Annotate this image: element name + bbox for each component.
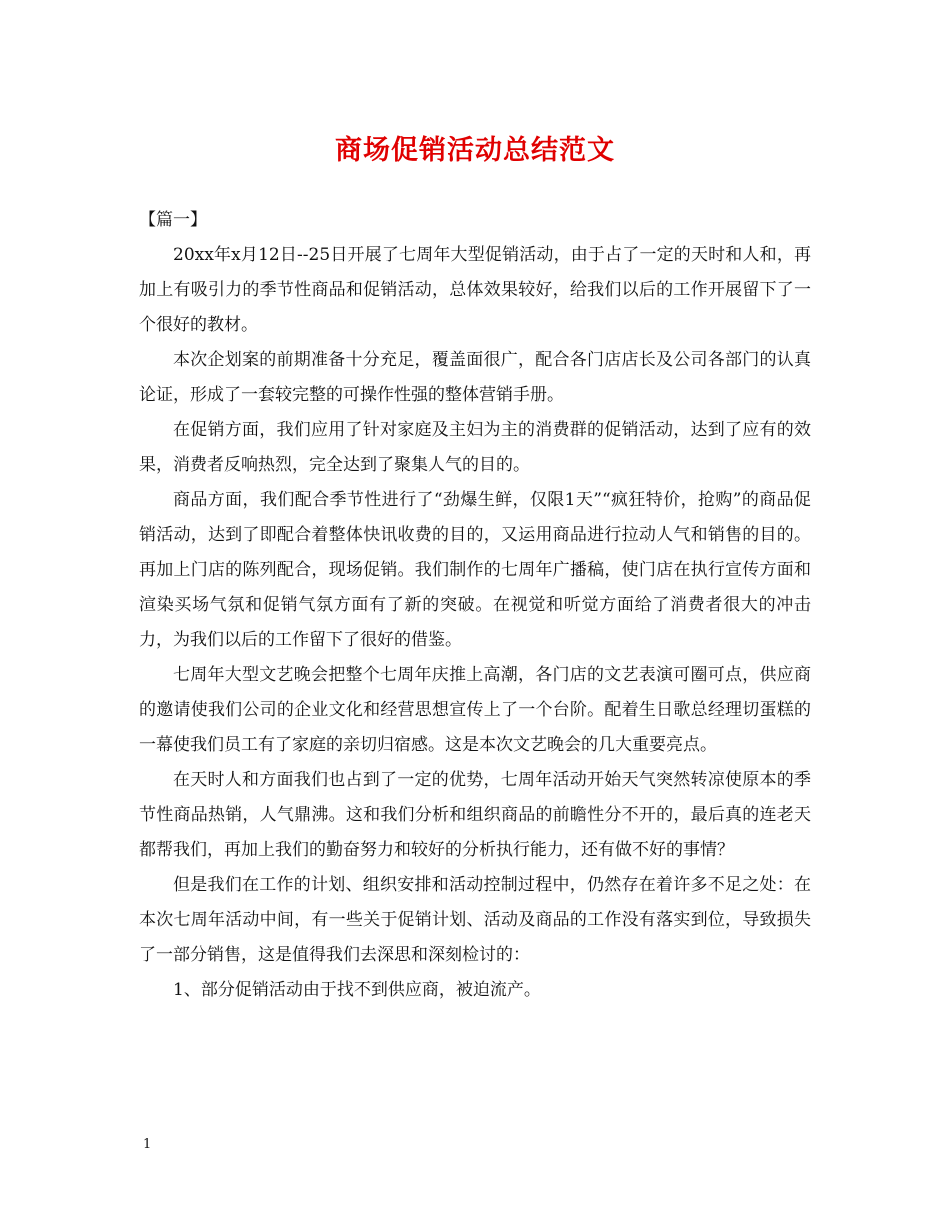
page-number: 1 <box>143 1137 152 1152</box>
paragraph: 在促销方面，我们应用了针对家庭及主妇为主的消费群的促销活动，达到了应有的效果，消费者反响热烈，完全达到了聚集人气的目的。 <box>139 420 811 475</box>
section-label: 【篇一】 <box>139 210 207 230</box>
list-item: 1、部分促销活动由于找不到供应商，被迫流产。 <box>173 980 541 1000</box>
document-title: 商场促销活动总结范文 <box>335 135 615 166</box>
document-body <box>139 238 811 1008</box>
paragraph: 但是我们在工作的计划、组织安排和活动控制过程中，仍然存在着许多不足之处：在本次七周年活动中间，有一些关于促销计划、活动及商品的工作没有落实到位，导致损失了一部分销售，这是值得我们去深思和深刻检讨的： <box>139 875 811 965</box>
paragraph: 本次企划案的前期准备十分充足，覆盖面很广，配合各门店店长及公司各部门的认真论证，形成了一套较完整的可操作性强的整体营销手册。 <box>139 350 811 405</box>
paragraph: 商品方面，我们配合季节性进行了“劲爆生鲜，仅限1天”“疯狂特价，抢购”的商品促销活动，达到了即配合着整体快讯收费的目的，又运用商品进行拉动人气和销售的目的。再加上门店的陈列配合，现场促销。我们制作的七周年广播稿，使门店在执行宣传方面和渲染买场气氛和促销气氛方面有了新的突破。在视觉和听觉方面给了消费者很大的冲击力，为我们以后的工作留下了很好的借鉴。 <box>139 490 811 650</box>
paragraph: 七周年大型文艺晚会把整个七周年庆推上高潮，各门店的文艺表演可圈可点，供应商的邀请使我们公司的企业文化和经营思想宣传上了一个台阶。配着生日歌总经理切蛋糕的一幕使我们员工有了家庭的亲切归宿感。这是本次文艺晚会的几大重要亮点。 <box>139 665 811 755</box>
paragraph: 在天时人和方面我们也占到了一定的优势，七周年活动开始天气突然转凉使原本的季节性商品热销，人气鼎沸。这和我们分析和组织商品的前瞻性分不开的，最后真的连老天都帮我们，再加上我们的勤奋努力和较好的分析执行能力，还有做不好的事情？ <box>139 770 811 860</box>
paragraph: 20xx年x月12日--25日开展了七周年大型促销活动，由于占了一定的天时和人和，再加上有吸引力的季节性商品和促销活动，总体效果较好，给我们以后的工作开展留下了一个很好的教材。 <box>139 245 811 335</box>
